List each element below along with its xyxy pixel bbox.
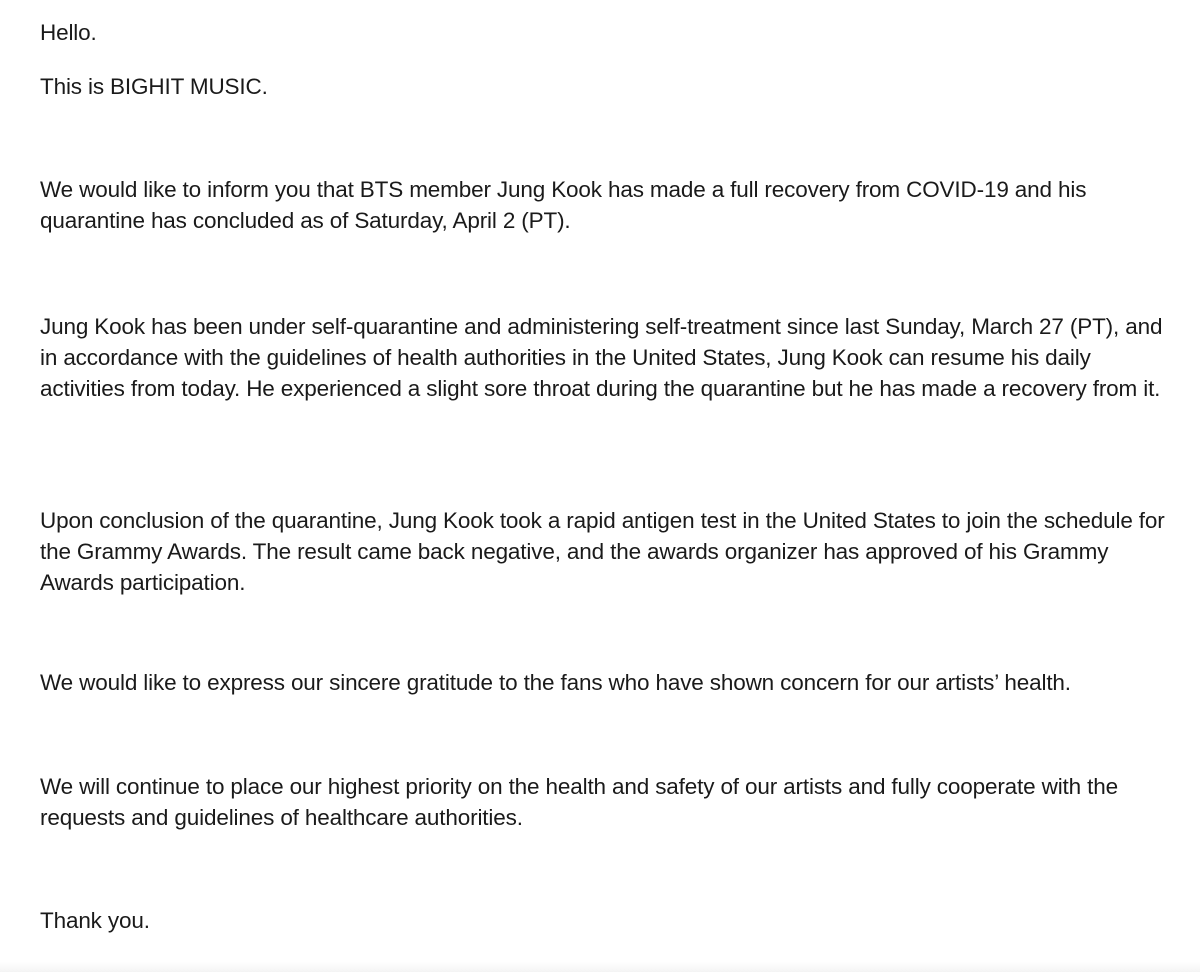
quarantine-paragraph: Jung Kook has been under self-quarantine and administering self-treatment since last Sunday, March 27 (PT), and in accordance with the guidelines of health authorities in the United States, Jung Kook can resume his daily activities from today. He experienced a slight sore throat during the quarantine but he has made a recovery from it.	[40, 314, 1163, 401]
gratitude-paragraph: We would like to express our sincere gratitude to the fans who have shown concern for our artists’ health.	[40, 670, 1071, 695]
priority-paragraph: We will continue to place our highest priority on the health and safety of our artists and fully cooperate with the requests and guidelines of healthcare authorities.	[40, 774, 1118, 830]
bottom-edge-shadow	[0, 962, 1200, 972]
greeting-text: Hello.	[40, 20, 97, 45]
recovery-paragraph: We would like to inform you that BTS member Jung Kook has made a full recovery from COVID-19 and his quarantine has concluded as of Saturday, April 2 (PT).	[40, 177, 1087, 233]
antigen-test-paragraph: Upon conclusion of the quarantine, Jung Kook took a rapid antigen test in the United States to join the schedule for the Grammy Awards. The result came back negative, and the awards organizer has approved of his Grammy Awards participation.	[40, 508, 1165, 595]
intro-text: This is BIGHIT MUSIC.	[40, 74, 268, 99]
closing-text: Thank you.	[40, 908, 150, 933]
